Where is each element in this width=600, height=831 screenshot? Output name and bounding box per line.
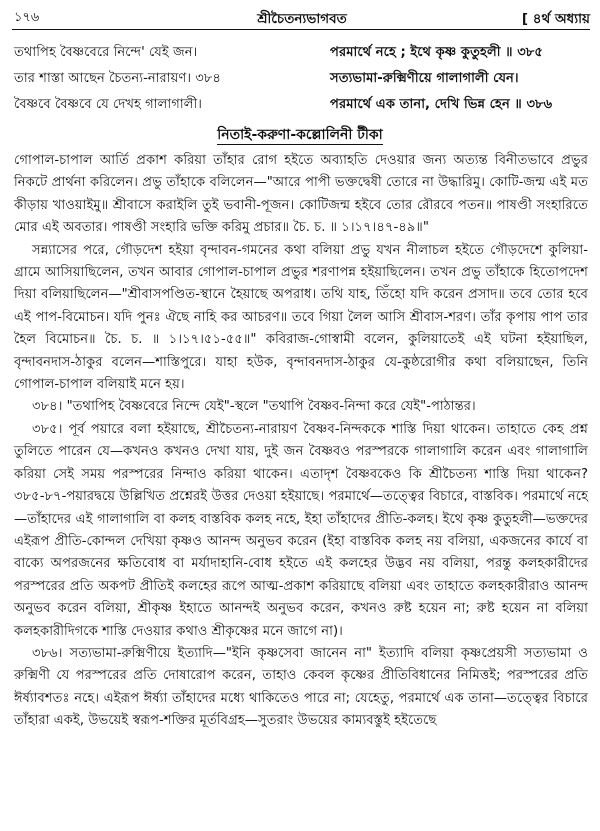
verse-row [14,66,588,92]
commentary-paragraph: ৩৮৪। "তথাপিহ বৈষ্ণবেরে নিন্দে যেই"-স্থলে "তথাপি বৈষ্ণব-নিন্দা করে যেই"-পাঠান্তর। [32,399,476,415]
commentary-title-wrap [0,123,600,147]
verse-row [14,92,588,118]
verse-block [14,40,588,118]
verse-left: তার শাস্তা আছেন চৈতন্য-নারায়ণ। ৩৮৪ [14,71,221,86]
commentary-body [14,150,588,733]
commentary-paragraph: ৩৮৬। সত্যভামা-রুক্মিণীয়ে ইত্যাদি—"ইনি কৃষ্ণসেবা জানেন না" ইত্যাদি বলিয়া কৃষ্ণপ্রেয়সী সত্যভামা ও রুক্মিণী যে পরস্পরের প্রতি দোষারোপ করেন, তাহাও কেবল কৃষ্ণের প্রীতিবিধানের নিমিত্তই; পরস্পরের প্রতি ঈর্ষ্যাবশতঃ নহে। এইরূপ ঈর্ষ্যা তাঁহাদের মধ্যে থাকিতেও পারে না; যেহেতু, পরমার্থে এক তানা—তত্ত্বের বিচারে তাঁহারা একই, উভয়েই স্বরূপ-শক্তির মূর্তবিগ্রহ—সুতরাং উভয়ের কাম্যবস্তুই হইতেছে [14,645,588,729]
page-number: ১৭৬ [14,10,40,25]
verse-right: সত্যভামা-রুক্মিণীয়ে গালাগালী যেন। [330,71,519,86]
commentary-paragraph: ৩৮৫। পূর্ব পয়ারে বলা হইয়াছে, শ্রীচৈতন্য-নারায়ণ বৈষ্ণব-নিন্দককে শাস্তি দিয়া থাকেন। তাহাতে কেহ প্রশ্ন তুলিতে পারেন যে—কখনও কখনও দেখা যায়, দুই জন বৈষ্ণবও পরস্পরকে গালাগালি করেন এবং গালাগালি করিয়া সেই সময় পরস্পরের নিন্দাও করিয়া থাকেন। এতাদৃশ বৈষ্ণবকেও কি শ্রীচৈতন্য শাস্তি দিয়া থাকেন? ৩৮৫-৮৭-পয়ারদ্বয়ে উল্লিখিত প্রশ্নেরই উত্তর দেওয়া হইয়াছে। পরমার্থে—তত্ত্বের বিচারে, বাস্তবিক। পরমার্থে নহে—তাঁহাদের এই গালাগালি বা কলহ বাস্তবিক কলহ নহে, ইহা তাঁহাদের প্রীতি-কলহ। ইথে কৃষ্ণ কুতুহলী—ভক্তদের এইরূপ প্রীতি-কোন্দল দেখিয়া কৃষ্ণও আনন্দ অনুভব করেন (ইহা বাস্তবিক কলহ নয় বলিয়া, একজনের কার্যে বা বাক্যে অপরজনের ক্ষতিবোধ বা মর্যাদাহানি-বোধ হইতে এই কলহের উদ্ভব নয় বলিয়া, পরন্তু কলহকারীদের পরস্পরের প্রতি অকপট প্রীতিই কলহের রূপে আত্ম-প্রকাশ করিয়াছে বলিয়া এবং তাহাতে কলহকারীরাও আনন্দ অনুভব করেন বলিয়া, শ্রীকৃষ্ণ ইহাতে আনন্দই অনুভব করেন, কখনও রুষ্ট হয়েন না; রুষ্ট হয়েন না বলিয়া কলহকারীদিগকে শাস্তি দেওয়ার কথাও শ্রীকৃষ্ণের মনে জাগে না)। [14,421,588,639]
verse-left: বৈষ্ণবে বৈষ্ণবে যে দেখহ গালাগালী। [14,97,203,112]
verse-right: পরমার্থে নহে ; ইথে কৃষ্ণ কুতুহলী ॥ ৩৮৫ [330,45,543,60]
verse-row [14,40,588,66]
chapter-label: [ ৪র্থ অধ্যায় [521,11,590,27]
commentary-paragraph: সন্ন্যাসের পরে, গৌড়দেশ হইয়া বৃন্দাবন-গমনের কথা বলিয়া প্রভু যখন নীলাচল হইতে গৌড়দেশে কুলিয়া-গ্রামে আসিয়াছিলেন, তখন আবার গোপাল-চাপাল প্রভুর শরণাপন্ন হইয়াছিলেন। তখন প্রভু তাঁহাকে হিতোপদেশ দিয়া বলিয়াছিলেন—"শ্রীবাসপণ্ডিত-স্থানে হৈয়াছে অপরাধ। তথি যাহ, তিঁহো যদি করেন প্রসাদ॥ তবে তোর হবে এই পাপ-বিমোচন। যদি পুনঃ ঐছে নাহি কর আচরণ॥ তবে গিয়া লৈল আসি শ্রীবাস-শরণ। তাঁর কৃপায় পাপ তার হৈল বিমোচন॥ চৈ. চ. ॥ ১।১৭।৫১-৫৫॥" কবিরাজ-গোস্বামী বলেন, কুলিয়াতেই এই ঘটনা হইয়াছিল, বৃন্দাবনদাস-ঠাকুর বলেন—শাস্তিপুরে। যাহা হউক, বৃন্দাবনদাস-ঠাকুর যে-কুষ্ঠরোগীর কথা বলিয়াছেন, তিনি গোপাল-চাপাল বলিয়াই মনে হয়। [14,242,588,393]
book-title: শ্রীচৈতন্যভাগবত [257,11,347,27]
verse-left: তথাপিহ বৈষ্ণবেরে নিন্দে' যেই জন। [14,45,198,60]
commentary-title: নিতাই-করুণা-কল্লোলিনী টীকা [217,127,383,143]
commentary-paragraph: গোপাল-চাপাল আর্তি প্রকাশ করিয়া তাঁহার রোগ হইতে অব্যাহতি দেওয়ার জন্য অত্যন্ত বিনীতভাবে প্রভুর নিকটে প্রার্থনা করিলেন। প্রভু তাঁহাকে বলিলেন—"আরে পাপী ভক্তদ্বেষী তোরে না উদ্ধারিমু। কোটি-জন্ম এই মত কীড়ায় খাওয়াইমু॥ শ্রীবাসে করাইলি তুই ভবানী-পূজন। কোটিজন্ম হইবে তোর রৌরবে পতন॥ পাষণ্ডী সংহারিতে মোর এই অবতার। পাষণ্ডী সংহারি ভক্তি করিমু প্রচার॥ চৈ. চ. ॥ ১।১৭।৪৭-৪৯॥" [14,153,588,236]
page-header [14,8,590,28]
header-rule [12,29,590,30]
verse-right: পরমার্থে এক তানা, দেখি ভিন্ন হেন ॥ ৩৮৬ [330,97,553,112]
